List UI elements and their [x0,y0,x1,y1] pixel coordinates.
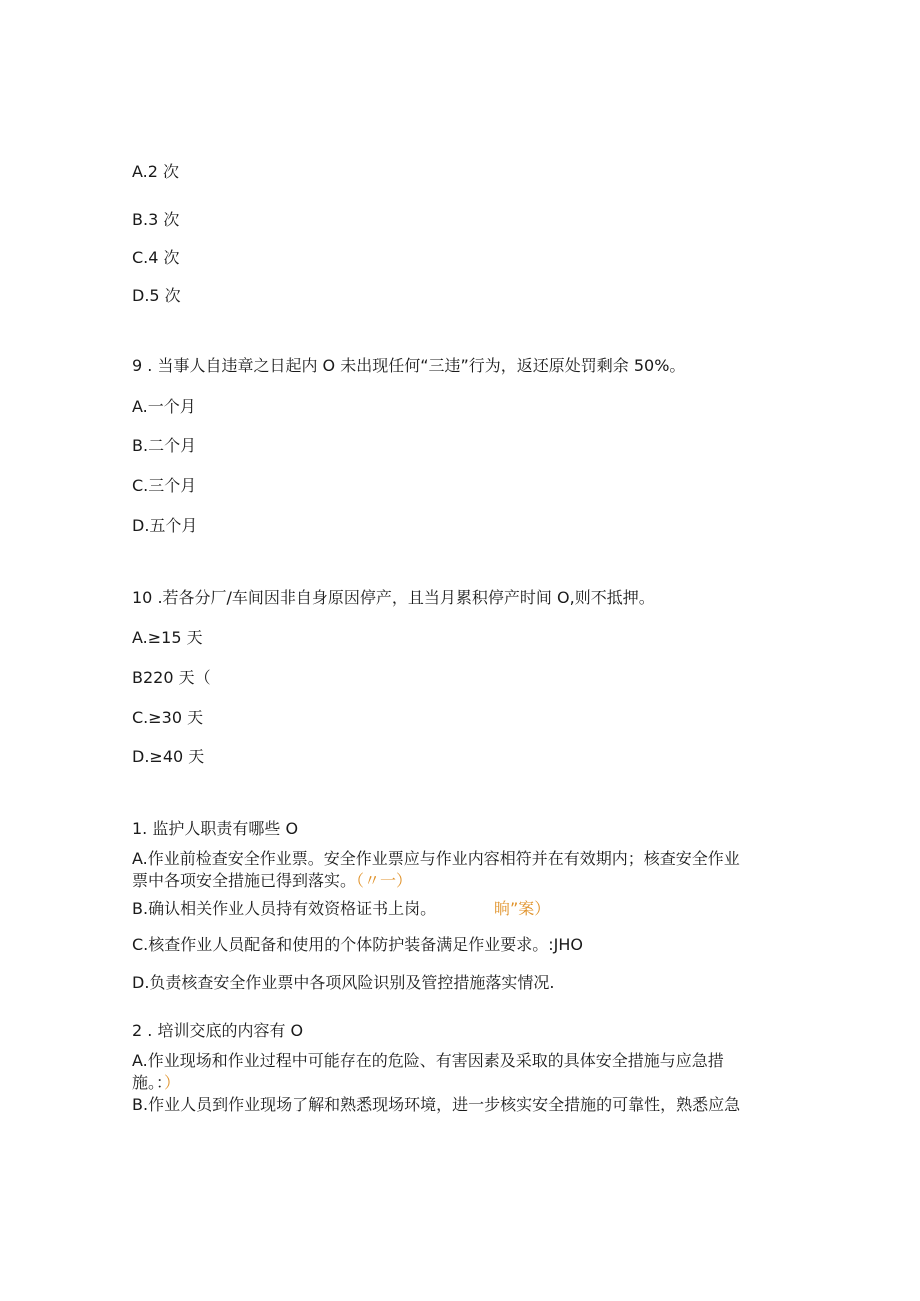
m2-option-b-line1: B.作业人员到作业现场了解和熟悉现场环境，进一步核实安全措施的可靠性，熟悉应急 [132,1095,741,1114]
q10-option-a: A.≥15 天 [132,628,203,647]
m1-stem: 1. 监护人职责有哪些 O [132,819,299,838]
q10-option-c: C.≥30 天 [132,708,204,727]
q9-option-d: D.五个月 [132,516,198,535]
q8-option-b: B.3 次 [132,210,180,229]
q9-option-b: B.二个月 [132,436,197,455]
m1-option-a-handwritten-mark: （〃一） [356,871,413,890]
m1-option-c: C.核查作业人员配备和使用的个体防护装备满足作业要求。:JHO [132,935,583,954]
m1-option-b-handwritten-mark: 晌”案） [494,899,551,918]
q8-option-a: A.2 次 [132,162,180,181]
q8-option-c: C.4 次 [132,248,180,267]
m2-option-a-text: 施。： [132,1073,165,1092]
m2-stem: 2 . 培训交底的内容有 O [132,1021,304,1040]
q10-stem: 10 .若各分厂/车间因非自身原因停产，且当月累积停产时间 O,则不抵押。 [132,588,655,607]
q8-option-d: D.5 次 [132,286,181,305]
m2-option-a-line1: A.作业现场和作业过程中可能存在的危险、有害因素及采取的具体安全措施与应急措 [132,1051,724,1070]
m2-option-a-handwritten-mark: ） [164,1073,181,1092]
m1-option-a-line2 [132,869,412,893]
q9-stem: 9 . 当事人自违章之日起内 O 未出现任何“三违”行为，返还原处罚剩余 50%。 [132,356,686,375]
m1-option-a-line1: A.作业前检查安全作业票。安全作业票应与作业内容相符并在有效期内；核查安全作业 [132,849,740,868]
q10-option-d: D.≥40 天 [132,747,205,766]
m2-option-a-line2 [132,1071,180,1095]
m1-option-d: D.负责核查安全作业票中各项风险识别及管控措施落实情况. [132,973,555,992]
q10-option-b: B220 天（ [132,668,211,687]
m1-option-b-text: B.确认相关作业人员持有效资格证书上岗。 [132,899,437,918]
q9-option-a: A.一个月 [132,397,196,416]
m1-option-b [132,897,551,921]
q9-option-c: C.三个月 [132,476,197,495]
m1-option-a-text: 票中各项安全措施已得到落实。 [132,871,357,890]
